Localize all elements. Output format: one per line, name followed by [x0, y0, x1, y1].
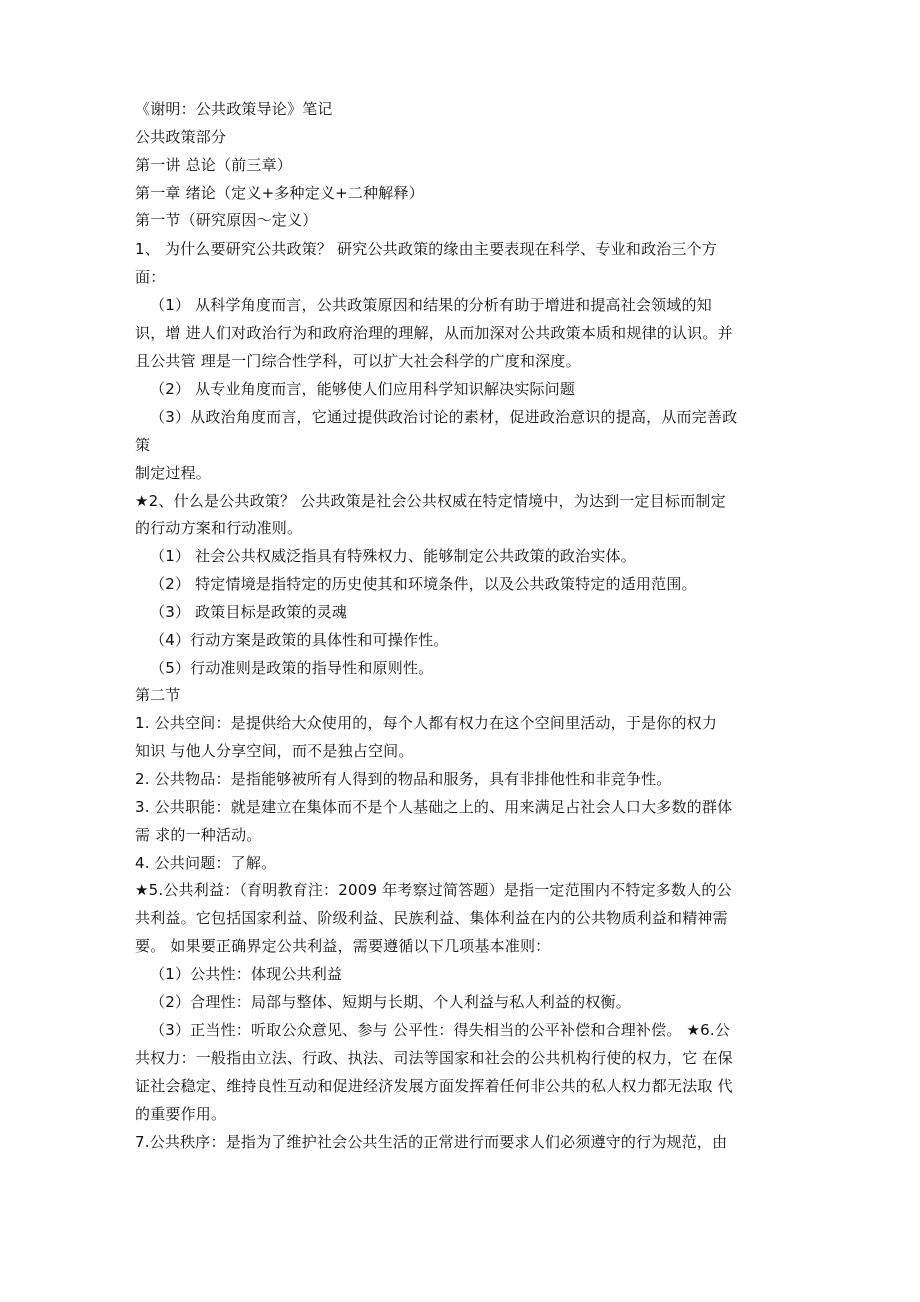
- s2-item-7: 7.公共秩序：是指为了维护社会公共生活的正常进行而要求人们必须遵守的行为规范，由: [135, 1133, 728, 1151]
- s2-item-3: 需 求的一种活动。: [135, 826, 262, 844]
- s2-item-2: 2. 公共物品：是指能够被所有人得到的物品和服务，具有非排他性和非竞争性。: [135, 770, 672, 788]
- chapter-heading: 第一章 绪论（定义+多种定义+二种解释）: [135, 184, 424, 202]
- q2-point-5: （5）行动准则是政策的指导性和原则性。: [150, 659, 434, 677]
- part-heading: 公共政策部分: [135, 128, 227, 146]
- q1-point-3: 策: [135, 436, 151, 454]
- s2-item-5: ★5.公共利益：（育明教育注：2009 年考察过简答题）是指一定范围内不特定多数人的公: [135, 881, 732, 899]
- q2-point-1: （1） 社会公共权威泛指具有特殊权力、能够制定公共政策的政治实体。: [150, 547, 636, 565]
- s2-item-5: 要。 如果要正确界定公共利益，需要遵循以下几项基本准则：: [135, 937, 551, 955]
- section2-heading: 第二节: [135, 686, 181, 704]
- s2-item-4: 4. 公共问题：了解。: [135, 854, 277, 872]
- s2-item-5-point-2: （2）合理性：局部与整体、短期与长期、个人利益与私人利益的权衡。: [150, 993, 631, 1011]
- s2-item-5: 共利益。它包括国家利益、阶级利益、民族利益、集体利益在内的公共物质利益和精神需: [135, 909, 728, 927]
- s2-item-6: 的重要作用。: [135, 1105, 227, 1123]
- q1-point-1: （1） 从科学角度而言，公共政策原因和结果的分析有助于增进和提高社会领域的知: [150, 296, 712, 314]
- q1-point-1: 且公共管 理是一门综合性学科，可以扩大社会科学的广度和深度。: [135, 352, 581, 370]
- s2-item-6: 共权力：一般指由立法、行政、执法、司法等国家和社会的公共机构行使的权力，它 在保: [135, 1049, 733, 1067]
- q2-text: 的行动方案和行动准则。: [135, 519, 303, 537]
- q1-point-2: （2） 从专业角度而言，能够使人们应用科学知识解决实际问题: [150, 380, 576, 398]
- s2-item-3: 3. 公共职能：就是建立在集体而不是个人基础之上的、用来满足占社会人口大多数的群体: [135, 798, 733, 816]
- q1-point-3: 制定过程。: [135, 464, 212, 482]
- q1-point-3: （3）从政治角度而言，它通过提供政治讨论的素材，促进政治意识的提高，从而完善政: [150, 408, 738, 426]
- q2-text: ★2、什么是公共政策？ 公共政策是社会公共权威在特定情境中，为达到一定目标而制定: [135, 492, 726, 510]
- s2-item-5-point-3: （3）正当性：听取公众意见、参与 公平性：得失相当的公平补偿和合理补偿。 ★6.公: [150, 1021, 731, 1039]
- s2-item-5-point-1: （1）公共性：体现公共利益: [150, 965, 343, 983]
- s2-item-6: 证社会稳定、维持良性互动和促进经济发展方面发挥着任何非公共的私人权力都无法取 代: [135, 1077, 733, 1095]
- section1-heading: 第一节（研究原因～定义）: [135, 211, 318, 229]
- q1-point-1: 识，增 进人们对政治行为和政府治理的理解，从而加深对公共政策本质和规律的认识。并: [135, 324, 733, 342]
- q1-text: 面：: [135, 268, 166, 286]
- s2-item-1: 知识 与他人分享空间，而不是独占空间。: [135, 742, 414, 760]
- doc-title: 《谢明：公共政策导论》笔记: [135, 100, 333, 118]
- q2-point-2: （2） 特定情境是指特定的历史使其和环境条件，以及公共政策特定的适用范围。: [150, 575, 697, 593]
- q2-point-3: （3） 政策目标是政策的灵魂: [150, 603, 348, 621]
- q2-point-4: （4）行动方案是政策的具体性和可操作性。: [150, 631, 449, 649]
- s2-item-1: 1. 公共空间：是提供给大众使用的，每个人都有权力在这个空间里活动，于是你的权力: [135, 714, 718, 732]
- lecture-heading: 第一讲 总论（前三章）: [135, 156, 292, 174]
- q1-text: 1、 为什么要研究公共政策？ 研究公共政策的缘由主要表现在科学、专业和政治三个方: [135, 240, 718, 258]
